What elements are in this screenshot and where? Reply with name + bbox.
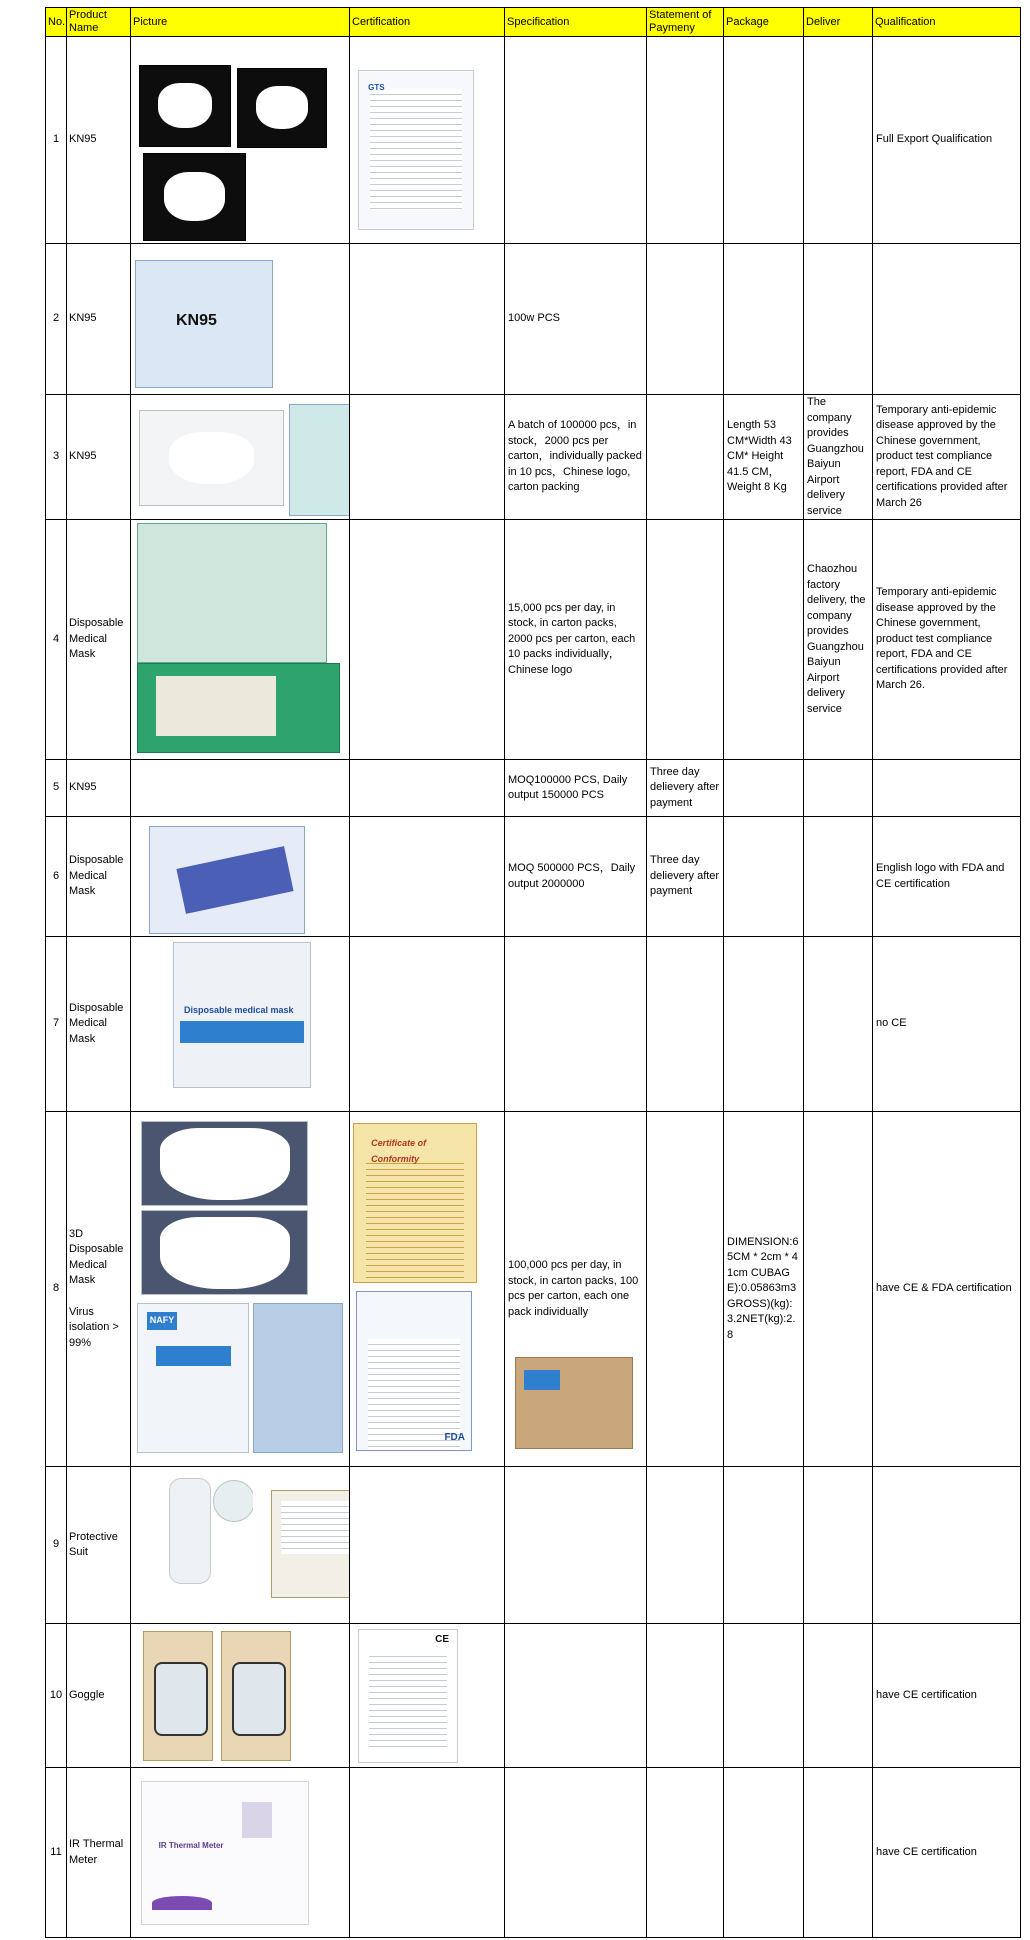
product-photo <box>137 523 327 663</box>
row-number: 6 <box>46 817 67 937</box>
product-photo <box>253 1303 343 1453</box>
brand-label: NAFY <box>147 1312 178 1330</box>
certification-cell <box>350 1768 505 1938</box>
payment-statement <box>647 37 724 244</box>
deliver <box>804 37 873 244</box>
specification: MOQ100000 PCS, Daily output 150000 PCS <box>505 760 647 817</box>
certification-cell <box>350 817 505 937</box>
product-table <box>45 7 1021 1938</box>
specification: MOQ 500000 PCS，Daily output 2000000 <box>505 817 647 937</box>
specification <box>505 937 647 1112</box>
product-note: Virus isolation > 99% <box>69 1305 119 1349</box>
qualification <box>873 1467 1021 1624</box>
picture-cell <box>131 1768 350 1938</box>
product-name: KN95 <box>67 37 131 244</box>
picture-cell <box>131 937 350 1112</box>
product-photo-label: KN95 <box>176 311 217 329</box>
specification: 15,000 pcs per day, in stock, in carton packs, 2000 pcs per carton, each 10 packs individually，Chinese logo <box>505 520 647 760</box>
table-row <box>46 760 1021 817</box>
header-statement-of-payment: Statement of Paymeny <box>647 8 724 37</box>
deliver <box>804 1768 873 1938</box>
header-qualification: Qualification <box>873 8 1021 37</box>
ce-mark: CE <box>435 1633 449 1645</box>
payment-statement <box>647 1768 724 1938</box>
specification <box>505 1768 647 1938</box>
product-name: KN95 <box>67 760 131 817</box>
deliver <box>804 1112 873 1467</box>
product-photo <box>137 1303 249 1453</box>
picture-cell <box>131 760 350 817</box>
deliver <box>804 1467 873 1624</box>
payment-statement <box>647 520 724 760</box>
row-number: 1 <box>46 37 67 244</box>
deliver <box>804 1624 873 1768</box>
table-row <box>46 1624 1021 1768</box>
product-photo <box>143 1631 213 1761</box>
certificate-image <box>353 1123 477 1283</box>
product-photo <box>141 1781 309 1925</box>
row-number: 8 <box>46 1112 67 1467</box>
header-specification: Specification <box>505 8 647 37</box>
certification-cell <box>350 937 505 1112</box>
product-photo <box>173 942 311 1088</box>
certificate-title: Certificate of Conformity <box>371 1138 427 1164</box>
certificate-image <box>356 1291 472 1451</box>
product-photo <box>149 826 305 934</box>
package <box>724 37 804 244</box>
product-photo-label: IR Thermal Meter <box>158 1841 224 1851</box>
package <box>724 760 804 817</box>
picture-cell <box>131 1112 350 1467</box>
deliver: The company provides Guangzhou Baiyun Airport delivery service <box>804 395 873 520</box>
certification-cell <box>350 1624 505 1768</box>
specification <box>505 1467 647 1624</box>
product-photo <box>237 68 327 148</box>
table-row <box>46 244 1021 395</box>
table-row <box>46 1112 1021 1467</box>
qualification <box>873 244 1021 395</box>
row-number: 11 <box>46 1768 67 1938</box>
specification <box>505 1624 647 1768</box>
specification <box>505 37 647 244</box>
product-name: Disposable Medical Mask <box>67 520 131 760</box>
certificate-image <box>358 70 474 230</box>
row-number: 3 <box>46 395 67 520</box>
deliver <box>804 244 873 395</box>
table-row <box>46 817 1021 937</box>
product-name: IR Thermal Meter <box>67 1768 131 1938</box>
header-picture: Picture <box>131 8 350 37</box>
product-name: KN95 <box>67 395 131 520</box>
deliver <box>804 817 873 937</box>
table-row <box>46 1467 1021 1624</box>
picture-cell <box>131 244 350 395</box>
product-photo <box>139 410 284 506</box>
product-photo <box>141 1210 308 1295</box>
product-photo <box>271 1490 350 1598</box>
qualification: Full Export Qualification <box>873 37 1021 244</box>
picture-cell <box>131 817 350 937</box>
qualification <box>873 760 1021 817</box>
product-name: Protective Suit <box>67 1467 131 1624</box>
specification: 100w PCS <box>505 244 647 395</box>
row-number: 2 <box>46 244 67 395</box>
picture-cell <box>131 520 350 760</box>
package <box>724 1768 804 1938</box>
package: DIMENSION:65CM * 2cm * 41cm CUBAGE):0.05863m3 GROSS)(kg):3.2NET(kg):2.8 <box>724 1112 804 1467</box>
qualification: no CE <box>873 937 1021 1112</box>
product-photo <box>153 1474 253 1586</box>
picture-cell <box>131 37 350 244</box>
table-row <box>46 1768 1021 1938</box>
picture-cell <box>131 1467 350 1624</box>
qualification: have CE certification <box>873 1624 1021 1768</box>
product-photo <box>141 1121 308 1206</box>
certification-cell <box>350 520 505 760</box>
certification-cell <box>350 1112 505 1467</box>
product-photo <box>289 404 350 516</box>
picture-cell <box>131 395 350 520</box>
deliver: Chaozhou factory delivery, the company provides Guangzhou Baiyun Airport delivery service <box>804 520 873 760</box>
product-photo-label: Disposable medical mask <box>184 1004 294 1015</box>
qualification: have CE & FDA certification <box>873 1112 1021 1467</box>
specification: 100,000 pcs per day, in stock, in carton packs, 100 pcs per carton, each one pack individually <box>508 1259 639 1318</box>
table-row <box>46 37 1021 244</box>
header-deliver: Deliver <box>804 8 873 37</box>
package <box>724 937 804 1112</box>
package <box>724 1624 804 1768</box>
table-row <box>46 520 1021 760</box>
product-photo <box>137 663 340 753</box>
payment-statement <box>647 1112 724 1467</box>
row-number: 9 <box>46 1467 67 1624</box>
certification-cell <box>350 395 505 520</box>
product-name: KN95 <box>67 244 131 395</box>
package <box>724 244 804 395</box>
carton-photo <box>515 1357 633 1449</box>
specification: A batch of 100000 pcs，in stock，2000 pcs per carton，individually packed in 10 pcs，Chinese logo, carton packing <box>505 395 647 520</box>
certification-cell <box>350 244 505 395</box>
product-photo <box>139 65 231 147</box>
qualification: have CE certification <box>873 1768 1021 1938</box>
payment-statement: Three day delievery after payment <box>647 760 724 817</box>
picture-cell <box>131 1624 350 1768</box>
header-package: Package <box>724 8 804 37</box>
product-photo <box>221 1631 291 1761</box>
header-row <box>46 8 1021 37</box>
package: Length 53 CM*Width 43 CM* Height 41.5 CM，Weight 8 Kg <box>724 395 804 520</box>
payment-statement: Three day delievery after payment <box>647 817 724 937</box>
deliver <box>804 760 873 817</box>
certificate-image <box>358 1629 458 1763</box>
product-name: Disposable Medical Mask <box>67 937 131 1112</box>
certification-cell <box>350 1467 505 1624</box>
certification-cell <box>350 37 505 244</box>
specification-cell <box>505 1112 647 1467</box>
header-certification: Certification <box>350 8 505 37</box>
row-number: 5 <box>46 760 67 817</box>
payment-statement <box>647 244 724 395</box>
payment-statement <box>647 937 724 1112</box>
row-number: 10 <box>46 1624 67 1768</box>
package <box>724 817 804 937</box>
payment-statement <box>647 1624 724 1768</box>
qualification: Temporary anti-epidemic disease approved by the Chinese government, product test compliance report, FDA and CE certifications provided after March 26 <box>873 395 1021 520</box>
certification-cell <box>350 760 505 817</box>
fda-logo: FDA <box>444 1432 465 1443</box>
certificate-logo: GTS <box>368 82 385 92</box>
product-photo <box>143 153 246 241</box>
product-name: Goggle <box>67 1624 131 1768</box>
package <box>724 520 804 760</box>
table-row <box>46 937 1021 1112</box>
payment-statement <box>647 1467 724 1624</box>
payment-statement <box>647 395 724 520</box>
product-name: 3D Disposable Medical Mask <box>69 1227 124 1287</box>
header-no: No. <box>46 8 67 37</box>
row-number: 4 <box>46 520 67 760</box>
product-photo <box>135 260 273 388</box>
qualification: English logo with FDA and CE certification <box>873 817 1021 937</box>
table-row <box>46 395 1021 520</box>
row-number: 7 <box>46 937 67 1112</box>
product-name: Disposable Medical Mask <box>67 817 131 937</box>
package <box>724 1467 804 1624</box>
deliver <box>804 937 873 1112</box>
product-name-cell <box>67 1112 131 1467</box>
header-product-name: Product Name <box>67 8 131 37</box>
qualification: Temporary anti-epidemic disease approved by the Chinese government, product test compliance report, FDA and CE certifications provided after March 26. <box>873 520 1021 760</box>
